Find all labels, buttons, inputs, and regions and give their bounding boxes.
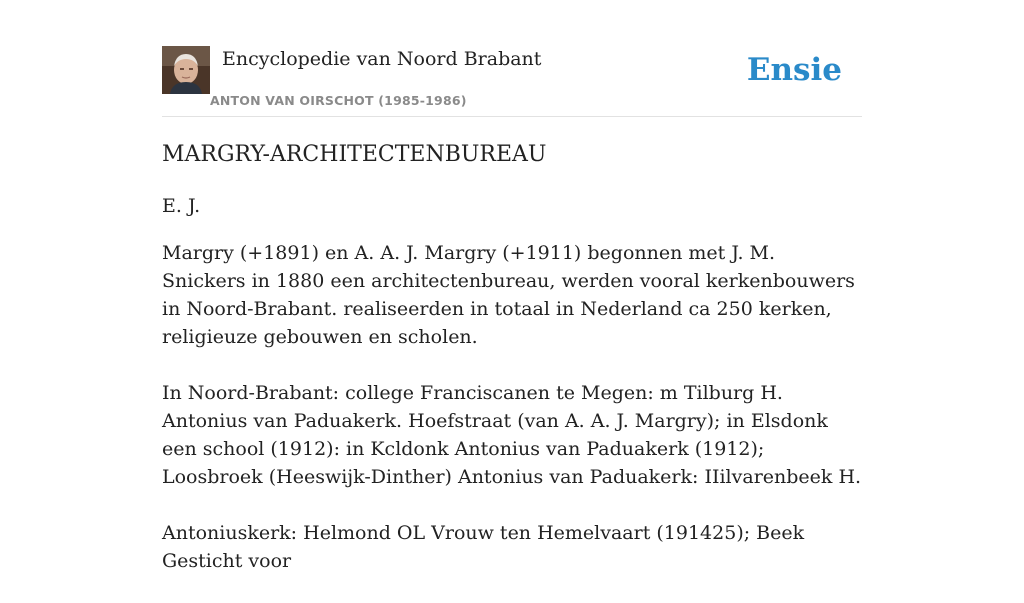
article-paragraph: Antoniuskerk: Helmond OL Vrouw ten Hemelvaart (191425); Beek Gesticht voor <box>162 522 805 572</box>
site-header <box>162 46 862 117</box>
author-avatar[interactable] <box>162 46 210 94</box>
article-body <box>162 239 864 603</box>
page <box>162 0 862 572</box>
brand-logo[interactable]: Ensie <box>746 52 842 88</box>
article-author: E. J. <box>162 195 201 217</box>
article-paragraph: Margry (+1891) en A. A. J. Margry (+1911) begonnen met J. M. Snickers in 1880 een architectenbureau, werden vooral kerkenbouwers in Noord-Brabant. realiseerden in totaal in Nederland ca 250 kerken, religieuze gebouwen en scholen. <box>162 242 855 348</box>
article-title: MARGRY-ARCHITECTENBUREAU <box>162 142 547 167</box>
site-title[interactable]: Encyclopedie van Noord Brabant <box>222 48 542 70</box>
article-paragraph: In Noord-Brabant: college Franciscanen te Megen: m Tilburg H. Antonius van Paduakerk. Hoefstraat (van A. A. J. Margry); in Elsdonk een school (1912): in Kcldonk Antonius van Paduakerk (1912); Loosbroek (Heeswijk-Dinther) Antonius van Paduakerk: IIilvarenbeek H. <box>162 382 862 488</box>
avatar-portrait-icon <box>162 46 210 94</box>
site-subtitle[interactable]: ANTON VAN OIRSCHOT (1985-1986) <box>210 93 467 108</box>
